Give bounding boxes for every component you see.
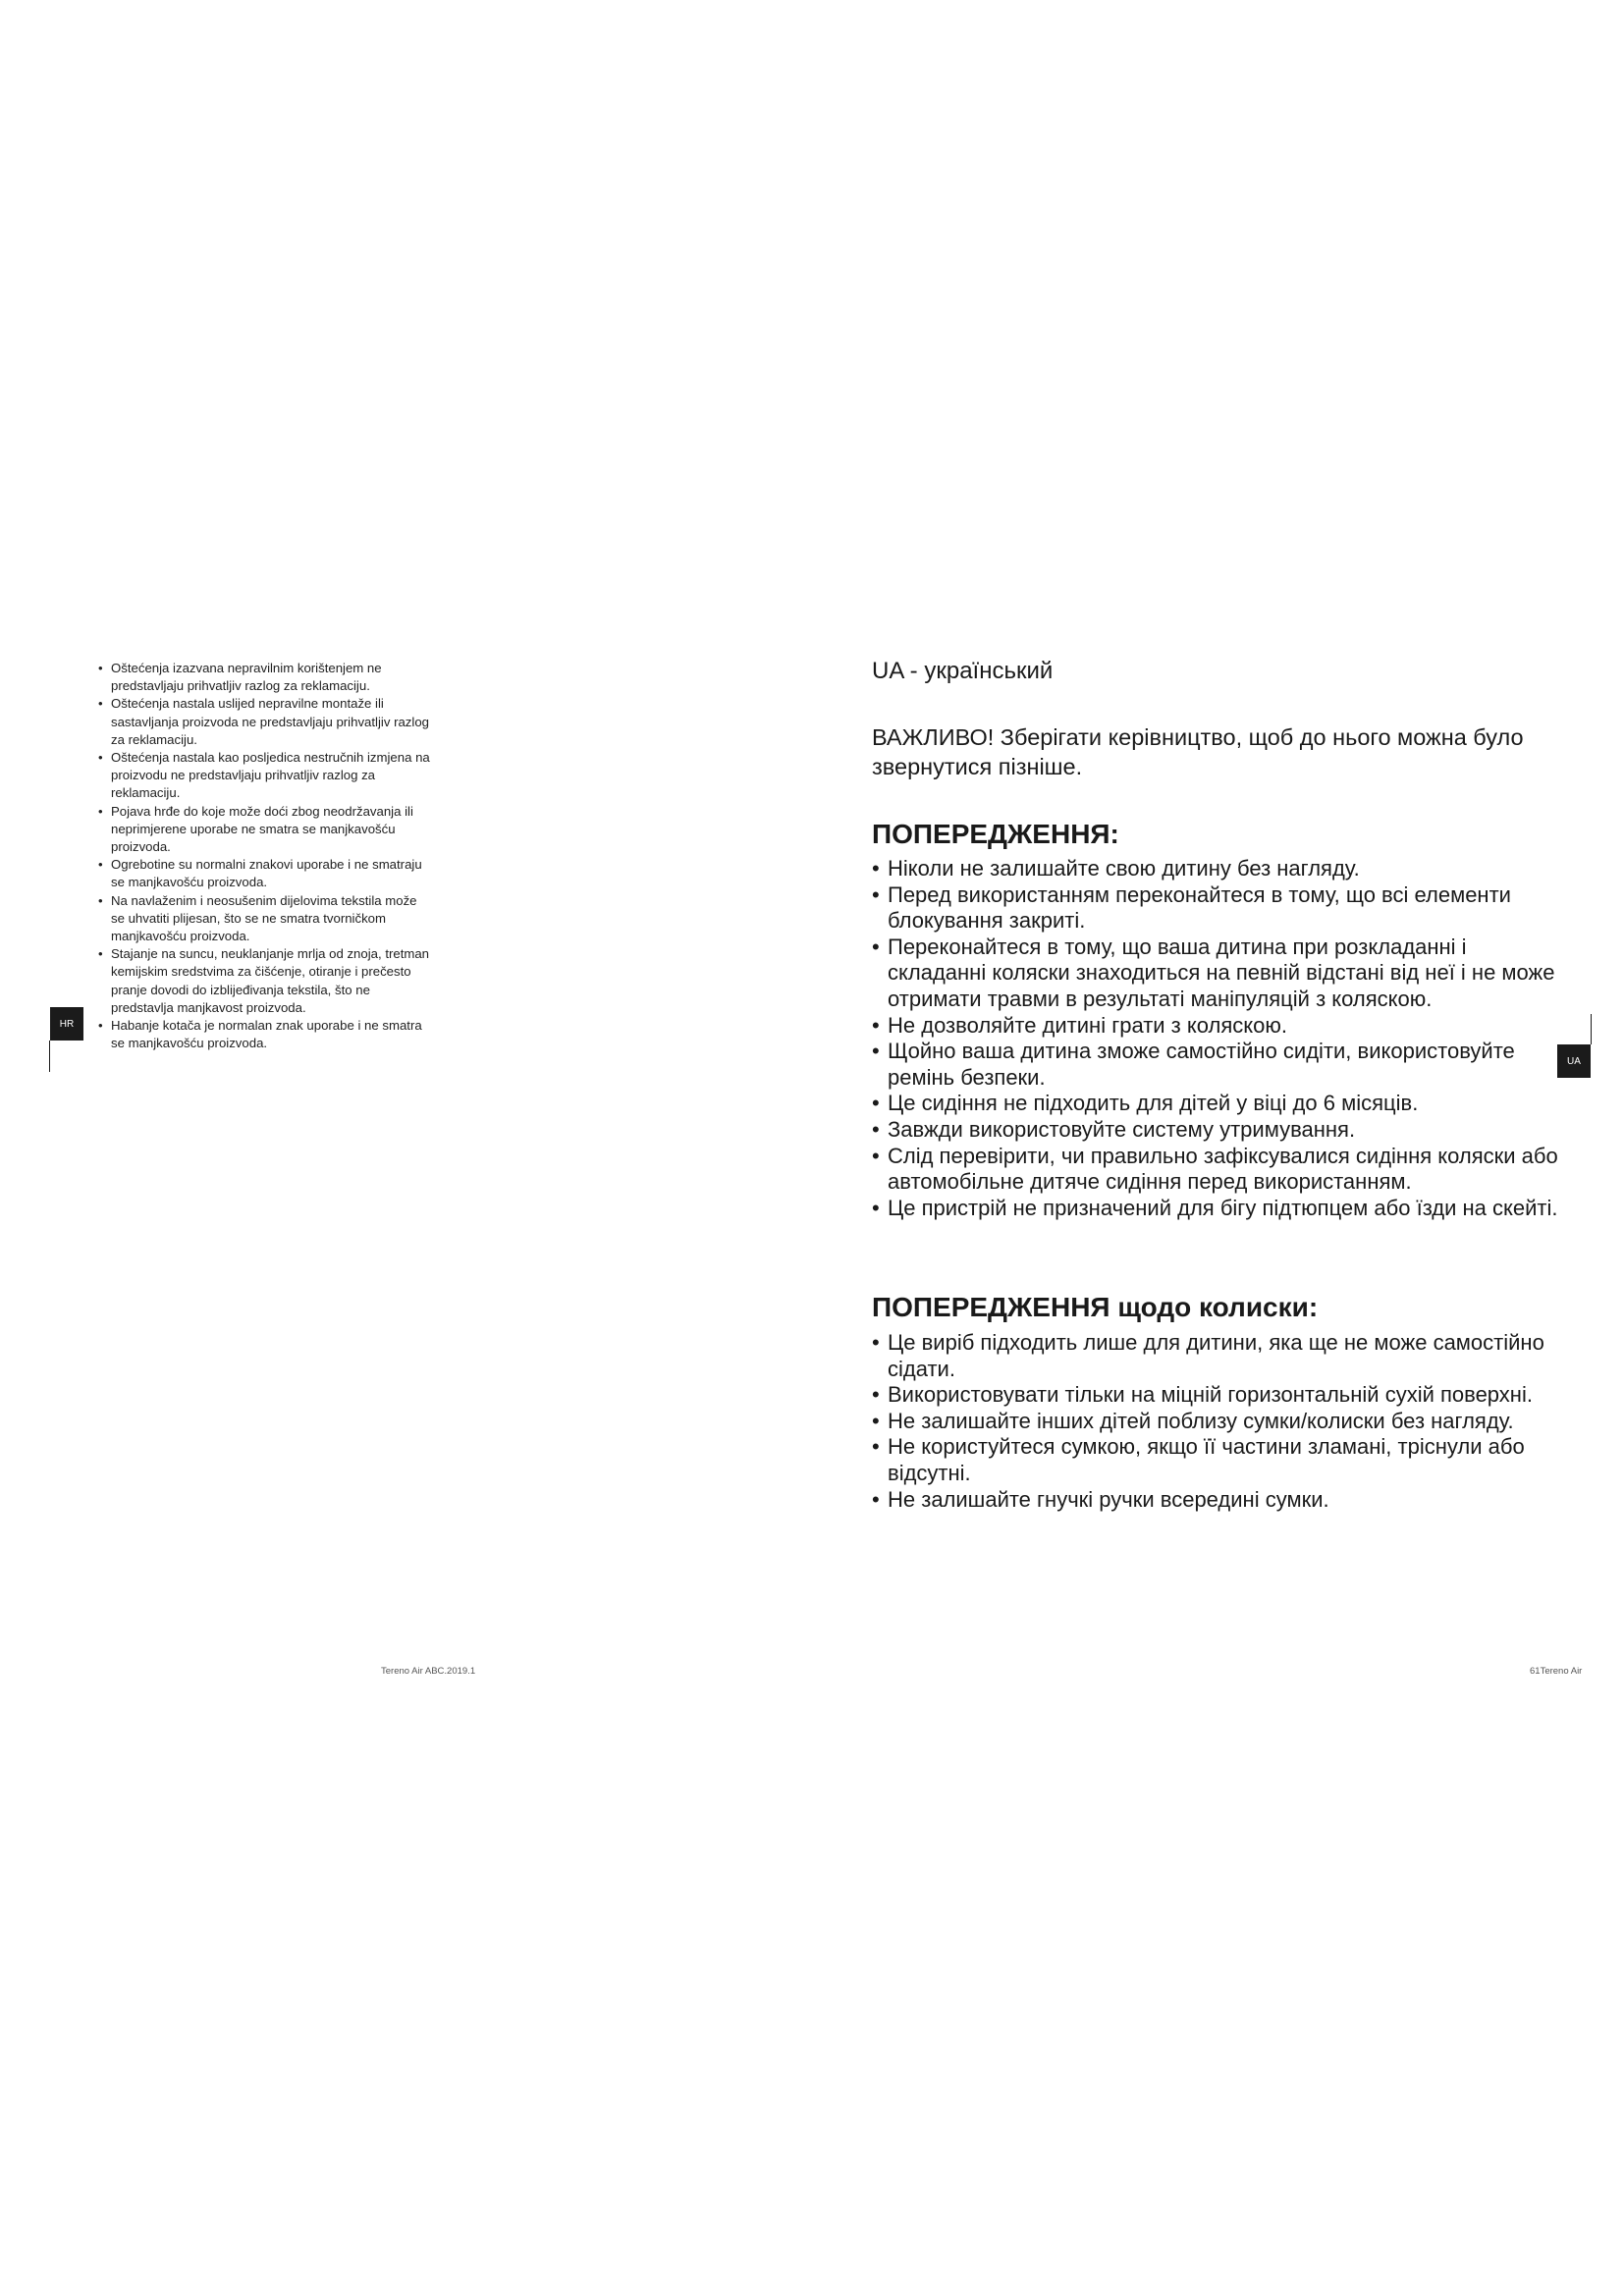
left-page-footer: Tereno Air ABC.2019.1 [381,1666,476,1677]
tab-divider-line [49,1041,50,1072]
list-item: • Pojava hrđe do koje može doći zbog neodržavanja ili neprimjerene uporabe ne smatra se manjkavošću proizvoda. [98,803,432,857]
list-item: • Перед використанням переконайтеся в тому, що всі елементи блокування закриті. [872,882,1559,934]
list-item: • Це сидіння не підходить для дітей у віці до 6 місяців. [872,1091,1559,1117]
list-item: • Це пристрій не призначений для бігу підтюпцем або їзди на скейті. [872,1196,1559,1222]
ua-language-tab: UA [1557,1044,1591,1078]
list-item: • Не залишайте інших дітей поблизу сумки/колиски без нагляду. [872,1409,1559,1435]
warnings-list [872,856,1559,1221]
list-item: • Ніколи не залишайте свою дитину без нагляду. [872,856,1559,882]
list-item: • Слід перевірити, чи правильно зафіксувалися сидіння коляски або автомобільне дитяче сидіння перед використанням. [872,1144,1559,1196]
list-item: • Oštećenja izazvana nepravilnim korištenjem ne predstavljaju prihvatljiv razlog za reklamaciju. [98,660,432,695]
warnings-heading: ПОПЕРЕДЖЕННЯ: [872,819,1119,849]
list-item: • Na navlaženim i neosušenim dijelovima tekstila može se uhvatiti plijesan, što se ne smatra tvorničkom manjkavošću proizvoda. [98,892,432,946]
list-item: • Використовувати тільки на міцній горизонтальній сухій поверхні. [872,1382,1559,1409]
page-title: UA - український [872,658,1054,684]
list-item: • Переконайтеся в тому, що ваша дитина при розкладанні і складанні коляски знаходиться на певній відстані від неї і не може отримати травми в результаті маніпуляцій з коляскою. [872,934,1559,1013]
list-item: • Ogrebotine su normalni znakovi uporabe i ne smatraju se manjkavošću proizvoda. [98,856,432,891]
list-item: • Habanje kotača je normalan znak uporabe i ne smatra se manjkavošću proizvoda. [98,1017,432,1052]
tab-divider-line [1591,1014,1592,1044]
list-item: • Щойно ваша дитина зможе самостійно сидіти, використовуйте ремінь безпеки. [872,1039,1559,1091]
list-item: • Stajanje na suncu, neuklanjanje mrlja od znoja, tretman kemijskim sredstvima za čišćenje, otiranje i prečesto pranje dovodi do izblijeđivanja tekstila, što ne predstavlja manjkavost proizvoda. [98,945,432,1017]
list-item: • Oštećenja nastala kao posljedica nestručnih izmjena na proizvodu ne predstavljaju prihvatljiv razlog za reklamaciju. [98,749,432,803]
list-item: • Oštećenja nastala uslijed nepravilne montaže ili sastavljanja proizvoda ne predstavljaju prihvatljiv razlog za reklamaciju. [98,695,432,749]
hr-language-tab: HR [50,1007,83,1041]
important-notice: ВАЖЛИВО! Зберігати керівництво, щоб до нього можна було звернутися пізніше. [872,724,1524,779]
cot-warnings-list [872,1330,1559,1513]
list-item: • Не користуйтеся сумкою, якщо її частини зламані, тріснули або відсутні. [872,1434,1559,1486]
right-page-footer: 61Tereno Air [1530,1666,1583,1677]
list-item: • Це виріб підходить лише для дитини, яка ще не може самостійно сідати. [872,1330,1559,1382]
list-item: • Не дозволяйте дитині грати з коляскою. [872,1013,1559,1040]
hr-warranty-list [98,660,432,1052]
list-item: • Не залишайте гнучкі ручки всередині сумки. [872,1487,1559,1514]
list-item: • Завжди використовуйте систему утримування. [872,1117,1559,1144]
cot-warnings-heading: ПОПЕРЕДЖЕННЯ щодо колиски: [872,1292,1319,1322]
